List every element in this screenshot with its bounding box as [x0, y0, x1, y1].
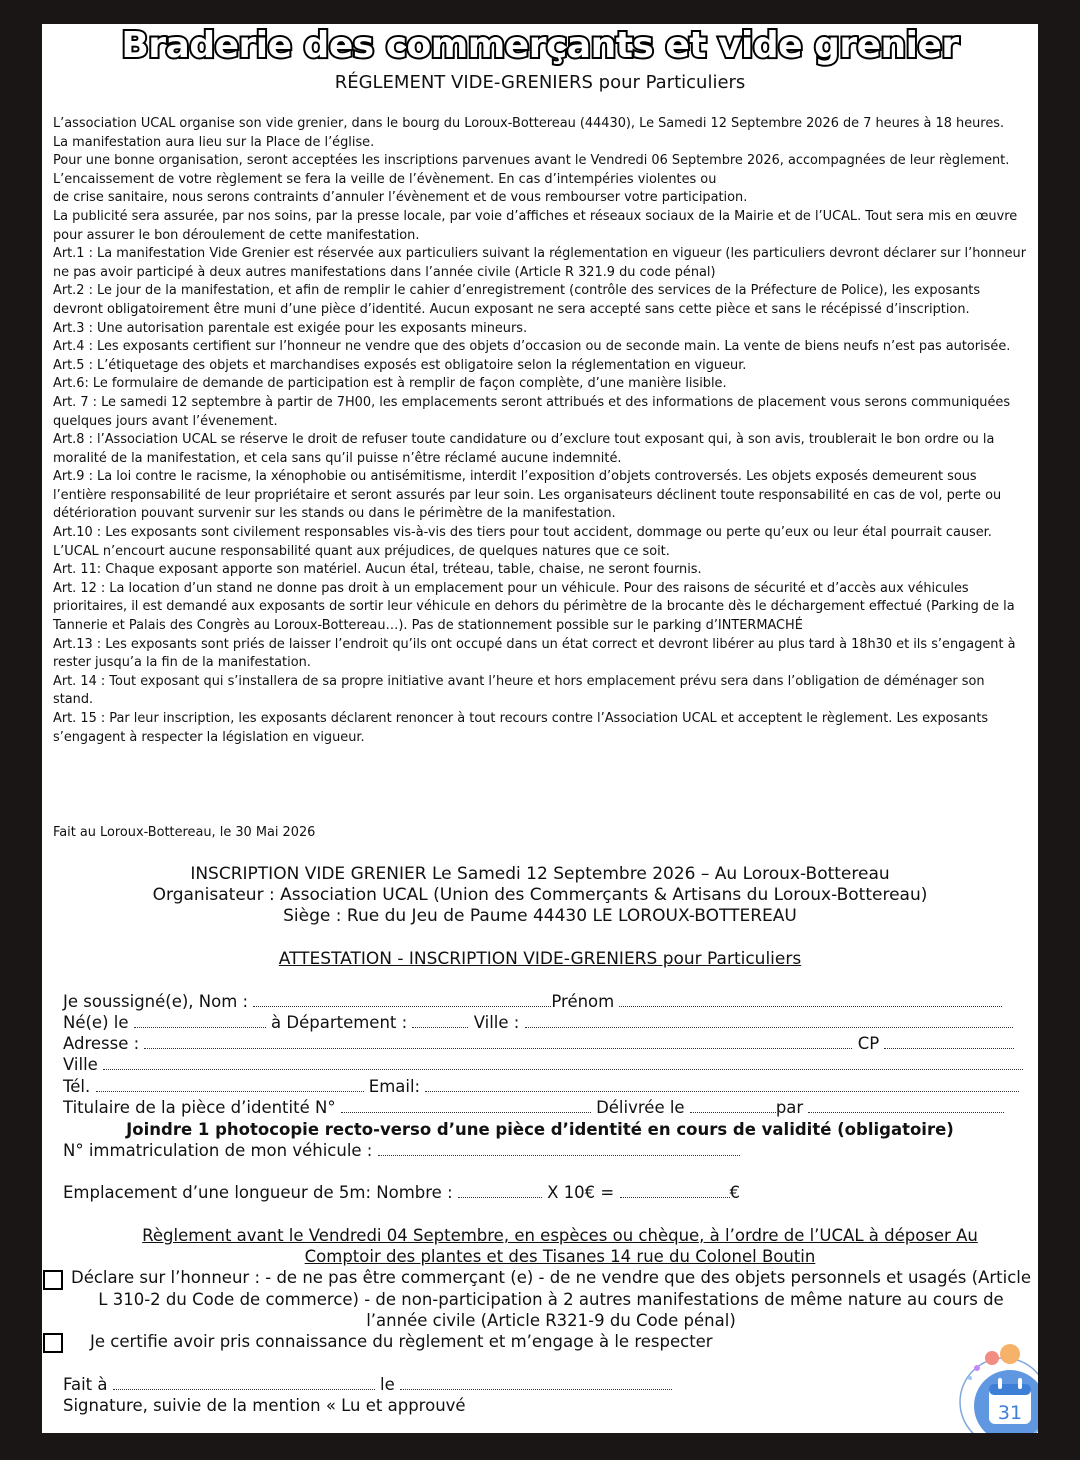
rules-body: [53, 115, 1028, 747]
multiplier-label: X 10€ =: [547, 1183, 615, 1202]
certify-checkbox[interactable]: [43, 1333, 63, 1353]
rule-article-3: Art.3 : Une autorisation parentale est exigée pour les exposants mineurs.: [53, 320, 528, 336]
form-row-fait: [63, 1374, 672, 1395]
document-date: Fait au Loroux-Bottereau, le 30 Mai 2026: [53, 825, 316, 840]
declaration-checkbox[interactable]: [43, 1270, 63, 1290]
rule-article-13: Art.13 : Les exposants sont priés de laisser l’endroit qu’ils ont occupé dans un état correct et devront libérer au plus tard à 18h30 et ils s’engagent à rester jusqu’a la fin de la manifestation.: [53, 636, 1016, 671]
city-field[interactable]: [103, 1055, 1023, 1070]
piece-label: Titulaire de la pièce d’identité N°: [63, 1098, 336, 1117]
document-page: [42, 24, 1038, 1433]
ne-label: Né(e) le: [63, 1013, 129, 1032]
address-field[interactable]: [144, 1034, 852, 1049]
fait-date-field[interactable]: [400, 1375, 672, 1390]
emplacement-count-field[interactable]: [458, 1183, 542, 1198]
rule-article-11: Art. 11: Chaque exposant apporte son matériel. Aucun étal, tréteau, table, chaise, ne seront fournis.: [53, 562, 702, 578]
birth-date-field[interactable]: [134, 1013, 266, 1028]
calendar-icon: [952, 1344, 1038, 1433]
inscription-organizer-line: Organisateur : Association UCAL (Union des Commerçants & Artisans du Loroux-Bottereau): [152, 885, 928, 905]
cp-field[interactable]: [884, 1034, 1014, 1049]
rule-paragraph: L’association UCAL organise son vide grenier, dans le bourg du Loroux-Bottereau (44430), Le Samedi 12 Septembre 2026 de 7 heures à 18 heures.: [53, 116, 1005, 131]
attestation-title: ATTESTATION - INSCRIPTION VIDE-GRENIERS pour Particuliers: [278, 949, 802, 969]
rule-paragraph: La publicité sera assurée, par nos soins, par la presse locale, par voie d’affiches et réseaux sociaux de la Mairie et de l’UCAL. Tout sera mis en œuvre pour assurer le bon déroulement de cette manifestation.: [53, 208, 1018, 243]
signature-label: Signature, suivie de la mention « Lu et approuvé: [63, 1396, 466, 1415]
calendar-day: 31: [997, 1402, 1023, 1424]
id-number-field[interactable]: [341, 1098, 591, 1113]
cp-label: CP: [857, 1034, 880, 1053]
rules-heading: RÉGLEMENT VIDE-GRENIERS pour Particuliers: [334, 72, 746, 93]
rule-article-5: Art.5 : L’étiquetage des objets et marchandises exposés est obligatoire selon la réglementation en vigueur.: [53, 357, 747, 373]
inscription-address-line: Siège : Rue du Jeu de Paume 44430 LE LOROUX-BOTTEREAU: [283, 906, 797, 926]
rule-paragraph: La manifestation aura lieu sur la Place de l’église.: [53, 134, 375, 150]
nom-field[interactable]: [253, 992, 551, 1007]
fait-place-field[interactable]: [113, 1375, 375, 1390]
calendar-widget[interactable]: [952, 1344, 1038, 1433]
departement-field[interactable]: [412, 1013, 468, 1028]
email-label: Email:: [368, 1077, 421, 1096]
nom-label: Je soussigné(e), Nom :: [63, 992, 249, 1011]
id-copy-notice: Joindre 1 photocopie recto-verso d’une pièce d’identité en cours de validité (obligatoire): [126, 1120, 954, 1139]
rule-paragraph: de crise sanitaire, nous serons contraints d’annuler l’évènement et de vous rembourser votre participation.: [53, 190, 748, 206]
form-row-name: [63, 991, 1002, 1012]
form-row-vehicle: [63, 1140, 740, 1161]
inscription-header: [42, 864, 1038, 927]
form-row-city: [63, 1054, 1023, 1075]
emplacement-label: Emplacement d’une longueur de 5m: Nombre :: [63, 1183, 453, 1202]
vehicle-plate-field[interactable]: [378, 1141, 740, 1156]
birth-city-field[interactable]: [525, 1013, 1013, 1028]
event-title: Braderie des commerçants et vide grenier: [121, 25, 959, 66]
rule-article-6: Art.6: Le formulaire de demande de participation est à remplir de façon complète, d’une manière lisible.: [53, 376, 727, 392]
fait-label: Fait à: [63, 1375, 108, 1394]
payment-note: Règlement avant le Vendredi 04 Septembre, en espèces ou chèque, à l’ordre de l’UCAL à déposer Au Comptoir des plantes et des Tisanes 14 rue du Colonel Boutin: [142, 1226, 978, 1266]
ville2-label: Ville: [63, 1055, 98, 1074]
rule-article-10: Art.10 : Les exposants sont civilement responsables vis-à-vis des tiers pour tout accident, dommage ou perte qu’eux ou leur étal pourrait causer. L’UCAL n’encourt aucune responsabilité quant aux préjudices, de quelques natures que ce soit.: [53, 525, 992, 559]
delivree-label: Délivrée le: [596, 1098, 685, 1117]
currency-label: €: [729, 1183, 741, 1202]
form-row-emplacement: [63, 1182, 740, 1203]
rule-article-1: Art.1 : La manifestation Vide Grenier est réservée aux particuliers suivant la réglementation en vigueur (les particuliers devront déclarer sur l’honneur ne pas avoir participé à deux autres manifestations dans l’année civile (Article R 321.9 du code pénal): [53, 246, 1027, 280]
adresse-label: Adresse :: [63, 1034, 140, 1053]
tel-label: Tél.: [63, 1077, 91, 1096]
rule-paragraph: Pour une bonne organisation, seront acceptées les inscriptions parvenues avant le Vendredi 06 Septembre 2026, accompagnées de leur règlement.: [53, 153, 1010, 169]
rule-paragraph: L’encaissement de votre règlement se fera la veille de l’évènement. En cas d’intempéries violentes ou: [53, 171, 717, 187]
rule-article-2: Art.2 : Le jour de la manifestation, et afin de remplir le cahier d’enregistrement (contrôle des services de la Préfecture de Police), les exposants devront obligatoirement être muni d’une pièce d’identité. Aucun exposant ne sera accepté sans cette pièce et sans le récépissé d’inscription.: [53, 283, 981, 317]
rule-article-12: Art. 12 : La location d’un stand ne donne pas droit à un emplacement pour un véhicule. Pour des raisons de sécurité et d’accès aux véhicules prioritaires, il est demandé aux exposants de sortir leur véhicule en dehors du périmètre de la brocante dès le déchargement effectué (Parking de la Tannerie et Palais des Congrès au Loroux-Bottereau…). Pas de stationnement possible sur le parking d’INTERMACHÉ: [53, 580, 1015, 634]
rule-article-15: Art. 15 : Par leur inscription, les exposants déclarent renoncer à tout recours contre l’Association UCAL et acceptent le règlement. Les exposants s’engagent à respecter la législation en vigueur.: [53, 711, 989, 745]
immat-label: N° immatriculation de mon véhicule :: [63, 1141, 373, 1160]
form-row-id: [63, 1097, 1004, 1118]
form-row-birth: [63, 1012, 1013, 1033]
rule-article-4: Art.4 : Les exposants certifient sur l’honneur ne vendre que des objets d’occasion ou de seconde main. La vente de biens neufs n’est pas autorisée.: [53, 339, 1011, 355]
prenom-field[interactable]: [619, 992, 1002, 1007]
par-label: par: [775, 1098, 804, 1117]
rule-article-8: Art.8 : l’Association UCAL se réserve le droit de refuser toute candidature ou d’exclure tout exposant qui, à son avis, troublerait le bon ordre ou la moralité de la manifestation, et cela sans qu’il puisse n’être réclamé aucune indemnité.: [53, 432, 995, 466]
rule-article-9: Art.9 : La loi contre le racisme, la xénophobie ou antisémitisme, interdit l’exposition d’objets controversés. Les objets exposés demeurent sous l’entière responsabilité de leur propriétaire et seront assurés par leur soin. Les organisateurs déclinent toute responsabilité en cas de vol, perte ou détérioration pouvant survenir sur les stands ou dans le périmètre de la manifestation.: [53, 469, 1002, 522]
phone-field[interactable]: [96, 1077, 364, 1092]
form-row-contact: [63, 1076, 1019, 1097]
le-label: le: [380, 1375, 395, 1394]
rule-article-14: Art. 14 : Tout exposant qui s’installera de sa propre initiative avant l’heure et hors emplacement prévu sera dans l’obligation de déménager son stand.: [53, 673, 985, 708]
email-field[interactable]: [425, 1077, 1019, 1092]
form-row-address: [63, 1033, 1014, 1054]
issue-date-field[interactable]: [690, 1098, 776, 1113]
rule-article-7: Art. 7 : Le samedi 12 septembre à partir de 7H00, les emplacements seront attribués et des informations de placement vous serons communiquées quelques jours avant l’évenement.: [53, 394, 1011, 429]
inscription-event-line: INSCRIPTION VIDE GRENIER Le Samedi 12 Septembre 2026 – Au Loroux-Bottereau: [190, 864, 890, 884]
total-field[interactable]: [620, 1183, 730, 1198]
declaration-text: Déclare sur l’honneur : - de ne pas être commerçant (e) - de ne vendre que des objets personnels et usagés (Article L 310-2 du Code de commerce) - de non-participation à 2 autres manifestations de même nature au cours de l’année civile (Article R321-9 du Code pénal): [70, 1268, 1031, 1330]
departement-label: à Département :: [271, 1013, 408, 1032]
prenom-label: Prénom: [551, 992, 615, 1011]
certify-text: Je certifie avoir pris connaissance du règlement et m’engage à le respecter: [90, 1332, 713, 1351]
issued-by-field[interactable]: [808, 1098, 1004, 1113]
ville-label: Ville :: [473, 1013, 520, 1032]
